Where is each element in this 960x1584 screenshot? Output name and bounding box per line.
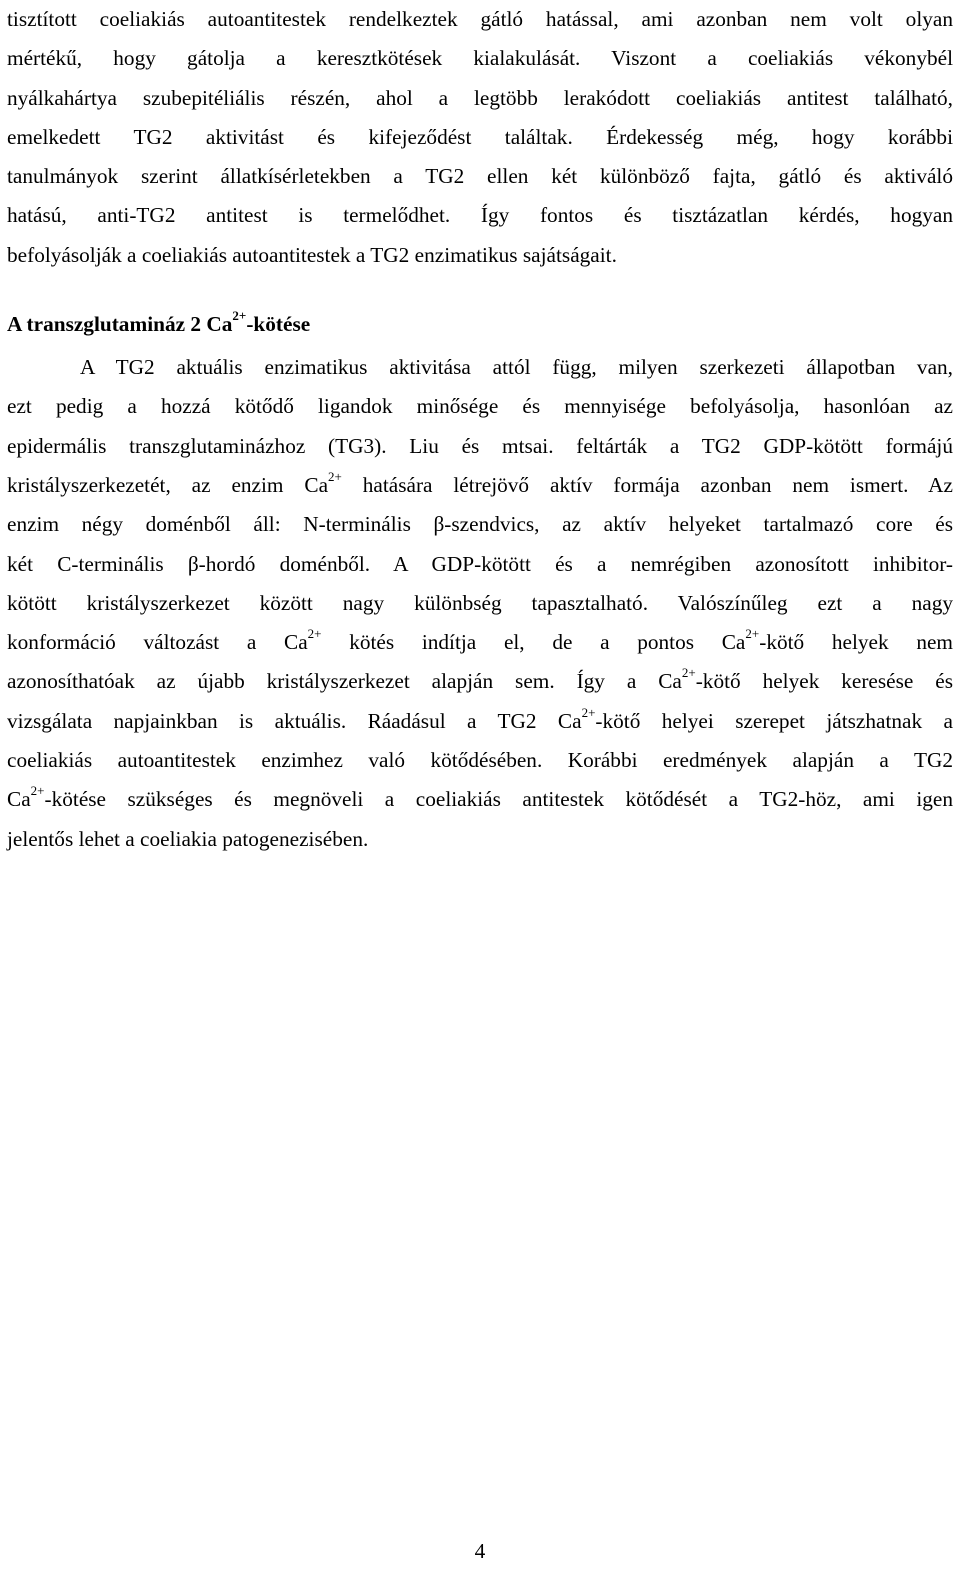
text-line: epidermális transzglutaminázhoz (TG3). Liu és mtsai. feltárták a TG2 GDP-kötött formájú: [7, 433, 953, 458]
superscript: 2+: [30, 783, 45, 799]
text-line: mértékű, hogy gátolja a keresztkötések kialakulását. Viszont a coeliakiás vékonybél: [7, 46, 953, 71]
text-line: hatású, anti-TG2 antitest is termelődhet. Így fontos és tisztázatlan kérdés, hogyan: [7, 203, 953, 228]
text-line: ezt pedig a hozzá kötődő ligandok minősége és mennyisége befolyásolja, hasonlóan az: [7, 394, 953, 419]
text-line: [7, 662, 953, 701]
paragraph-gap: [7, 275, 953, 303]
text-line: [7, 780, 953, 819]
superscript: 2+: [328, 468, 342, 484]
text-segment: Ca: [7, 787, 31, 812]
superscript: 2+: [581, 704, 596, 720]
text-segment: konformáció változást a Ca: [7, 630, 308, 655]
text-line: [7, 623, 953, 662]
text-segment: -kötő helyei szerepet játszhatnak a: [595, 708, 953, 733]
text-segment: kötés indítja el, de a pontos Ca: [321, 630, 746, 655]
text-line: coeliakiás autoantitestek enzimhez való kötődésében. Korábbi eredmények alapján a TG2: [7, 748, 953, 773]
paragraph-intro: [7, 0, 953, 275]
text-segment: -kötő helyek keresése és: [695, 669, 954, 694]
text-line: emelkedett TG2 aktivitást és kifejeződést találtak. Érdekesség még, hogy korábbi: [7, 124, 953, 149]
heading-text: A transzglutamináz 2 Ca: [7, 312, 233, 337]
text-line: [7, 702, 953, 741]
text-line: kötött kristályszerkezet között nagy különbség tapasztalható. Valószínűleg ezt a nagy: [7, 590, 953, 615]
text-segment: vizsgálata napjainkban is aktuális. Ráadásul a TG2 Ca: [7, 708, 582, 733]
text-line: A TG2 aktuális enzimatikus aktivitása attól függ, milyen szerkezeti állapotban van,: [80, 355, 953, 380]
text-line: [7, 466, 953, 505]
superscript: 2+: [307, 626, 322, 642]
paragraph-calcium-binding: [7, 348, 953, 859]
text-segment: hatására létrejövő aktív formája azonban nem ismert. Az: [341, 472, 953, 497]
superscript: 2+: [681, 665, 696, 681]
text-line: tanulmányok szerint állatkísérletekben a TG2 ellen két különböző fajta, gátló és aktiváló: [7, 164, 953, 189]
heading-text-suffix: -kötése: [246, 312, 311, 337]
text-segment: kristályszerkezetét, az enzim Ca: [7, 472, 329, 497]
text-segment: -kötő helyek nem: [759, 630, 953, 655]
text-line: enzim négy doménből áll: N-terminális β-szendvics, az aktív helyeket tartalmazó core és: [7, 512, 953, 537]
text-line: nyálkahártya szubepitéliális részén, ahol a legtöbb lerakódott coeliakiás antitest található,: [7, 85, 953, 110]
text-line: két C-terminális β-hordó doménből. A GDP-kötött és a nemrégiben azonosított inhibitor-: [7, 551, 953, 576]
text-segment: azonosíthatóak az újabb kristályszerkezet alapján sem. Így a Ca: [7, 669, 682, 694]
text-line: befolyásolják a coeliakiás autoantitestek a TG2 enzimatikus sajátságait.: [7, 242, 617, 267]
page-number: 4: [474, 1539, 486, 1563]
text-line: jelentős lehet a coeliakia patogenezisében.: [7, 826, 369, 851]
section-heading: [7, 300, 953, 348]
document-page: [7, 0, 953, 859]
text-segment: -kötése szükséges és megnöveli a coeliakiás antitestek kötődését a TG2-höz, ami igen: [44, 787, 953, 812]
text-line: tisztított coeliakiás autoantitestek rendelkeztek gátló hatással, ami azonban nem volt olyan: [7, 7, 953, 31]
superscript: 2+: [745, 626, 760, 642]
heading-superscript: 2+: [232, 307, 247, 323]
